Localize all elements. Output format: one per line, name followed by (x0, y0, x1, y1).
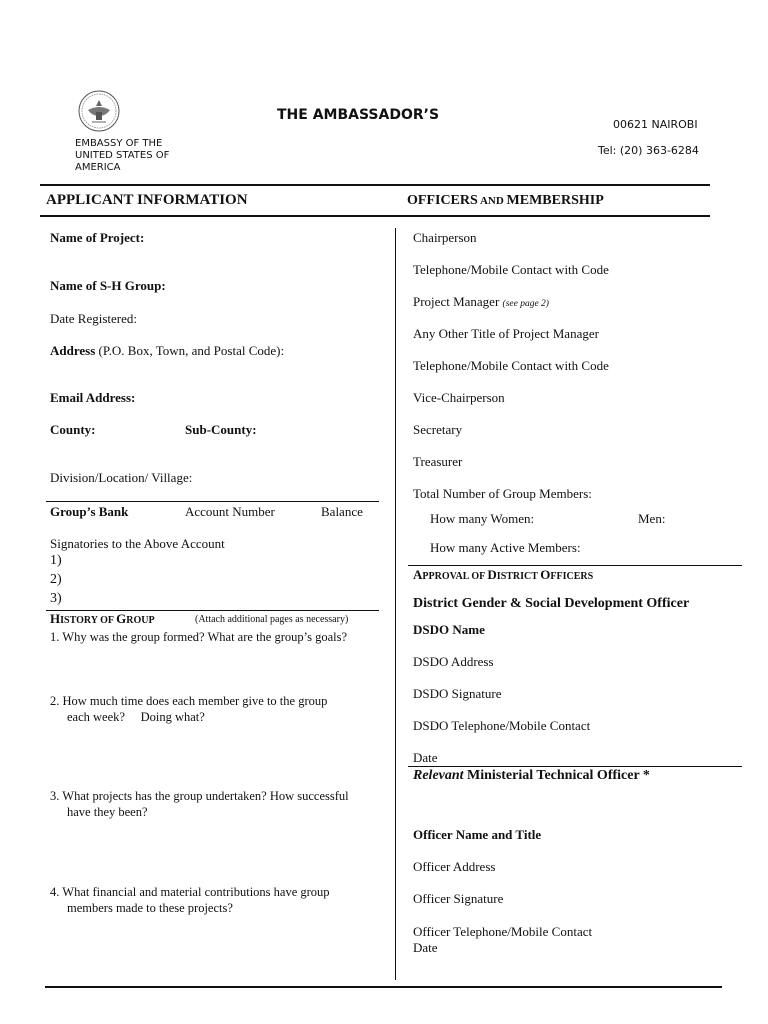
treasurer-label: Treasurer (413, 454, 463, 469)
pm-text: Project Manager (413, 294, 503, 309)
history-note: (Attach additional pages as necessary) (195, 614, 349, 625)
chair-tel-label: Telephone/Mobile Contact with Code (413, 262, 609, 277)
division-label: Division/Location/ Village: (50, 470, 193, 485)
signatory-1: 1) (50, 553, 62, 568)
name-of-project-label: Name of Project: (50, 230, 145, 245)
embassy-line-2: UNITED STATES OF (75, 150, 170, 161)
approval-part: O (540, 567, 551, 582)
pm-note: (see page 2) (502, 299, 549, 309)
total-members-label: Total Number of Group Members: (413, 486, 592, 501)
embassy-seal-icon (78, 90, 120, 132)
history-part: ISTORY OF (60, 615, 117, 626)
mto-heading (413, 768, 650, 784)
date-registered-label: Date Registered: (50, 311, 137, 326)
embassy-address: 00621 NAIROBI (613, 118, 698, 131)
column-divider (395, 228, 396, 980)
bottom-rule (45, 986, 722, 988)
sub-county-label: Sub-County: (185, 422, 257, 437)
approval-rule (408, 565, 742, 566)
approval-part: FFICERS (550, 571, 594, 582)
history-question-2a: 2. How much time does each member give to the group (50, 694, 328, 708)
dsdo-name-label: DSDO Name (413, 622, 485, 637)
applicant-info-heading: APPLICANT INFORMATION (46, 192, 248, 208)
dsdo-signature-label: DSDO Signature (413, 686, 502, 701)
officers-heading (407, 193, 604, 209)
women-label: How many Women: (430, 511, 535, 526)
heading-part: OFFICERS (407, 193, 478, 208)
address-label (50, 343, 284, 359)
history-question-4b: members made to these projects? (67, 901, 233, 915)
address-bold: Address (50, 343, 96, 358)
approval-heading (413, 567, 593, 583)
officer-tel-label: Officer Telephone/Mobile Contact (413, 924, 593, 939)
embassy-tel: Tel: (20) 363-6284 (598, 144, 699, 157)
officer-address-label: Officer Address (413, 859, 496, 874)
officer-name-label: Officer Name and Title (413, 827, 542, 842)
signatory-3: 3) (50, 591, 62, 606)
embassy-name (75, 138, 169, 174)
history-question-3b: have they been? (67, 805, 148, 819)
bank-label: Group’s Bank (50, 504, 129, 519)
project-manager-label (413, 294, 549, 310)
page-title: THE AMBASSADOR’S (277, 107, 440, 123)
top-rule (40, 184, 710, 186)
men-label: Men: (638, 511, 666, 526)
history-question-3a: 3. What projects has the group undertaken? How successful (50, 789, 349, 803)
dgsdo-heading: District Gender & Social Development Officer (413, 596, 690, 611)
email-label: Email Address: (50, 390, 136, 405)
embassy-line-1: EMBASSY OF THE (75, 138, 163, 149)
history-part: H (50, 611, 61, 626)
embassy-line-3: AMERICA (75, 162, 121, 173)
approval-part: D (487, 567, 497, 582)
signatories-label: Signatories to the Above Account (50, 536, 225, 551)
history-question-4a: 4. What financial and material contributions have group (50, 885, 330, 899)
county-label: County: (50, 422, 96, 437)
approval-part: A (413, 567, 423, 582)
dsdo-date-label: Date (413, 750, 438, 765)
approval-part: PPROVAL OF (422, 571, 488, 582)
address-rest: (P.O. Box, Town, and Postal Code): (95, 343, 285, 358)
history-part: ROUP (126, 615, 155, 626)
mto-rule (408, 766, 742, 767)
history-question-1: 1. Why was the group formed? What are the group’s goals? (50, 630, 348, 644)
officer-date-label: Date (413, 940, 438, 955)
bank-rule (46, 501, 379, 502)
pm-tel-label: Telephone/Mobile Contact with Code (413, 358, 609, 373)
header-rule (40, 215, 710, 217)
active-members-label: How many Active Members: (430, 540, 581, 555)
approval-part: ISTRICT (496, 571, 541, 582)
vice-chair-label: Vice-Chairperson (413, 390, 505, 405)
history-question-2b: each week? Doing what? (67, 710, 205, 724)
history-heading (50, 611, 155, 627)
mto-rest: Ministerial Technical Officer * (463, 768, 650, 783)
dsdo-tel-label: DSDO Telephone/Mobile Contact (413, 718, 591, 733)
name-of-group-label: Name of S-H Group: (50, 278, 166, 293)
history-part: G (116, 611, 127, 626)
account-number-label: Account Number (185, 504, 275, 519)
officer-signature-label: Officer Signature (413, 891, 504, 906)
dsdo-address-label: DSDO Address (413, 654, 494, 669)
balance-label: Balance (321, 504, 363, 519)
chairperson-label: Chairperson (413, 230, 477, 245)
heading-part: MEMBERSHIP (506, 193, 604, 208)
other-title-label: Any Other Title of Project Manager (413, 326, 599, 341)
heading-part: AND (477, 195, 507, 207)
secretary-label: Secretary (413, 422, 463, 437)
mto-relevant: Relevant (413, 768, 464, 783)
signatory-2: 2) (50, 572, 62, 587)
